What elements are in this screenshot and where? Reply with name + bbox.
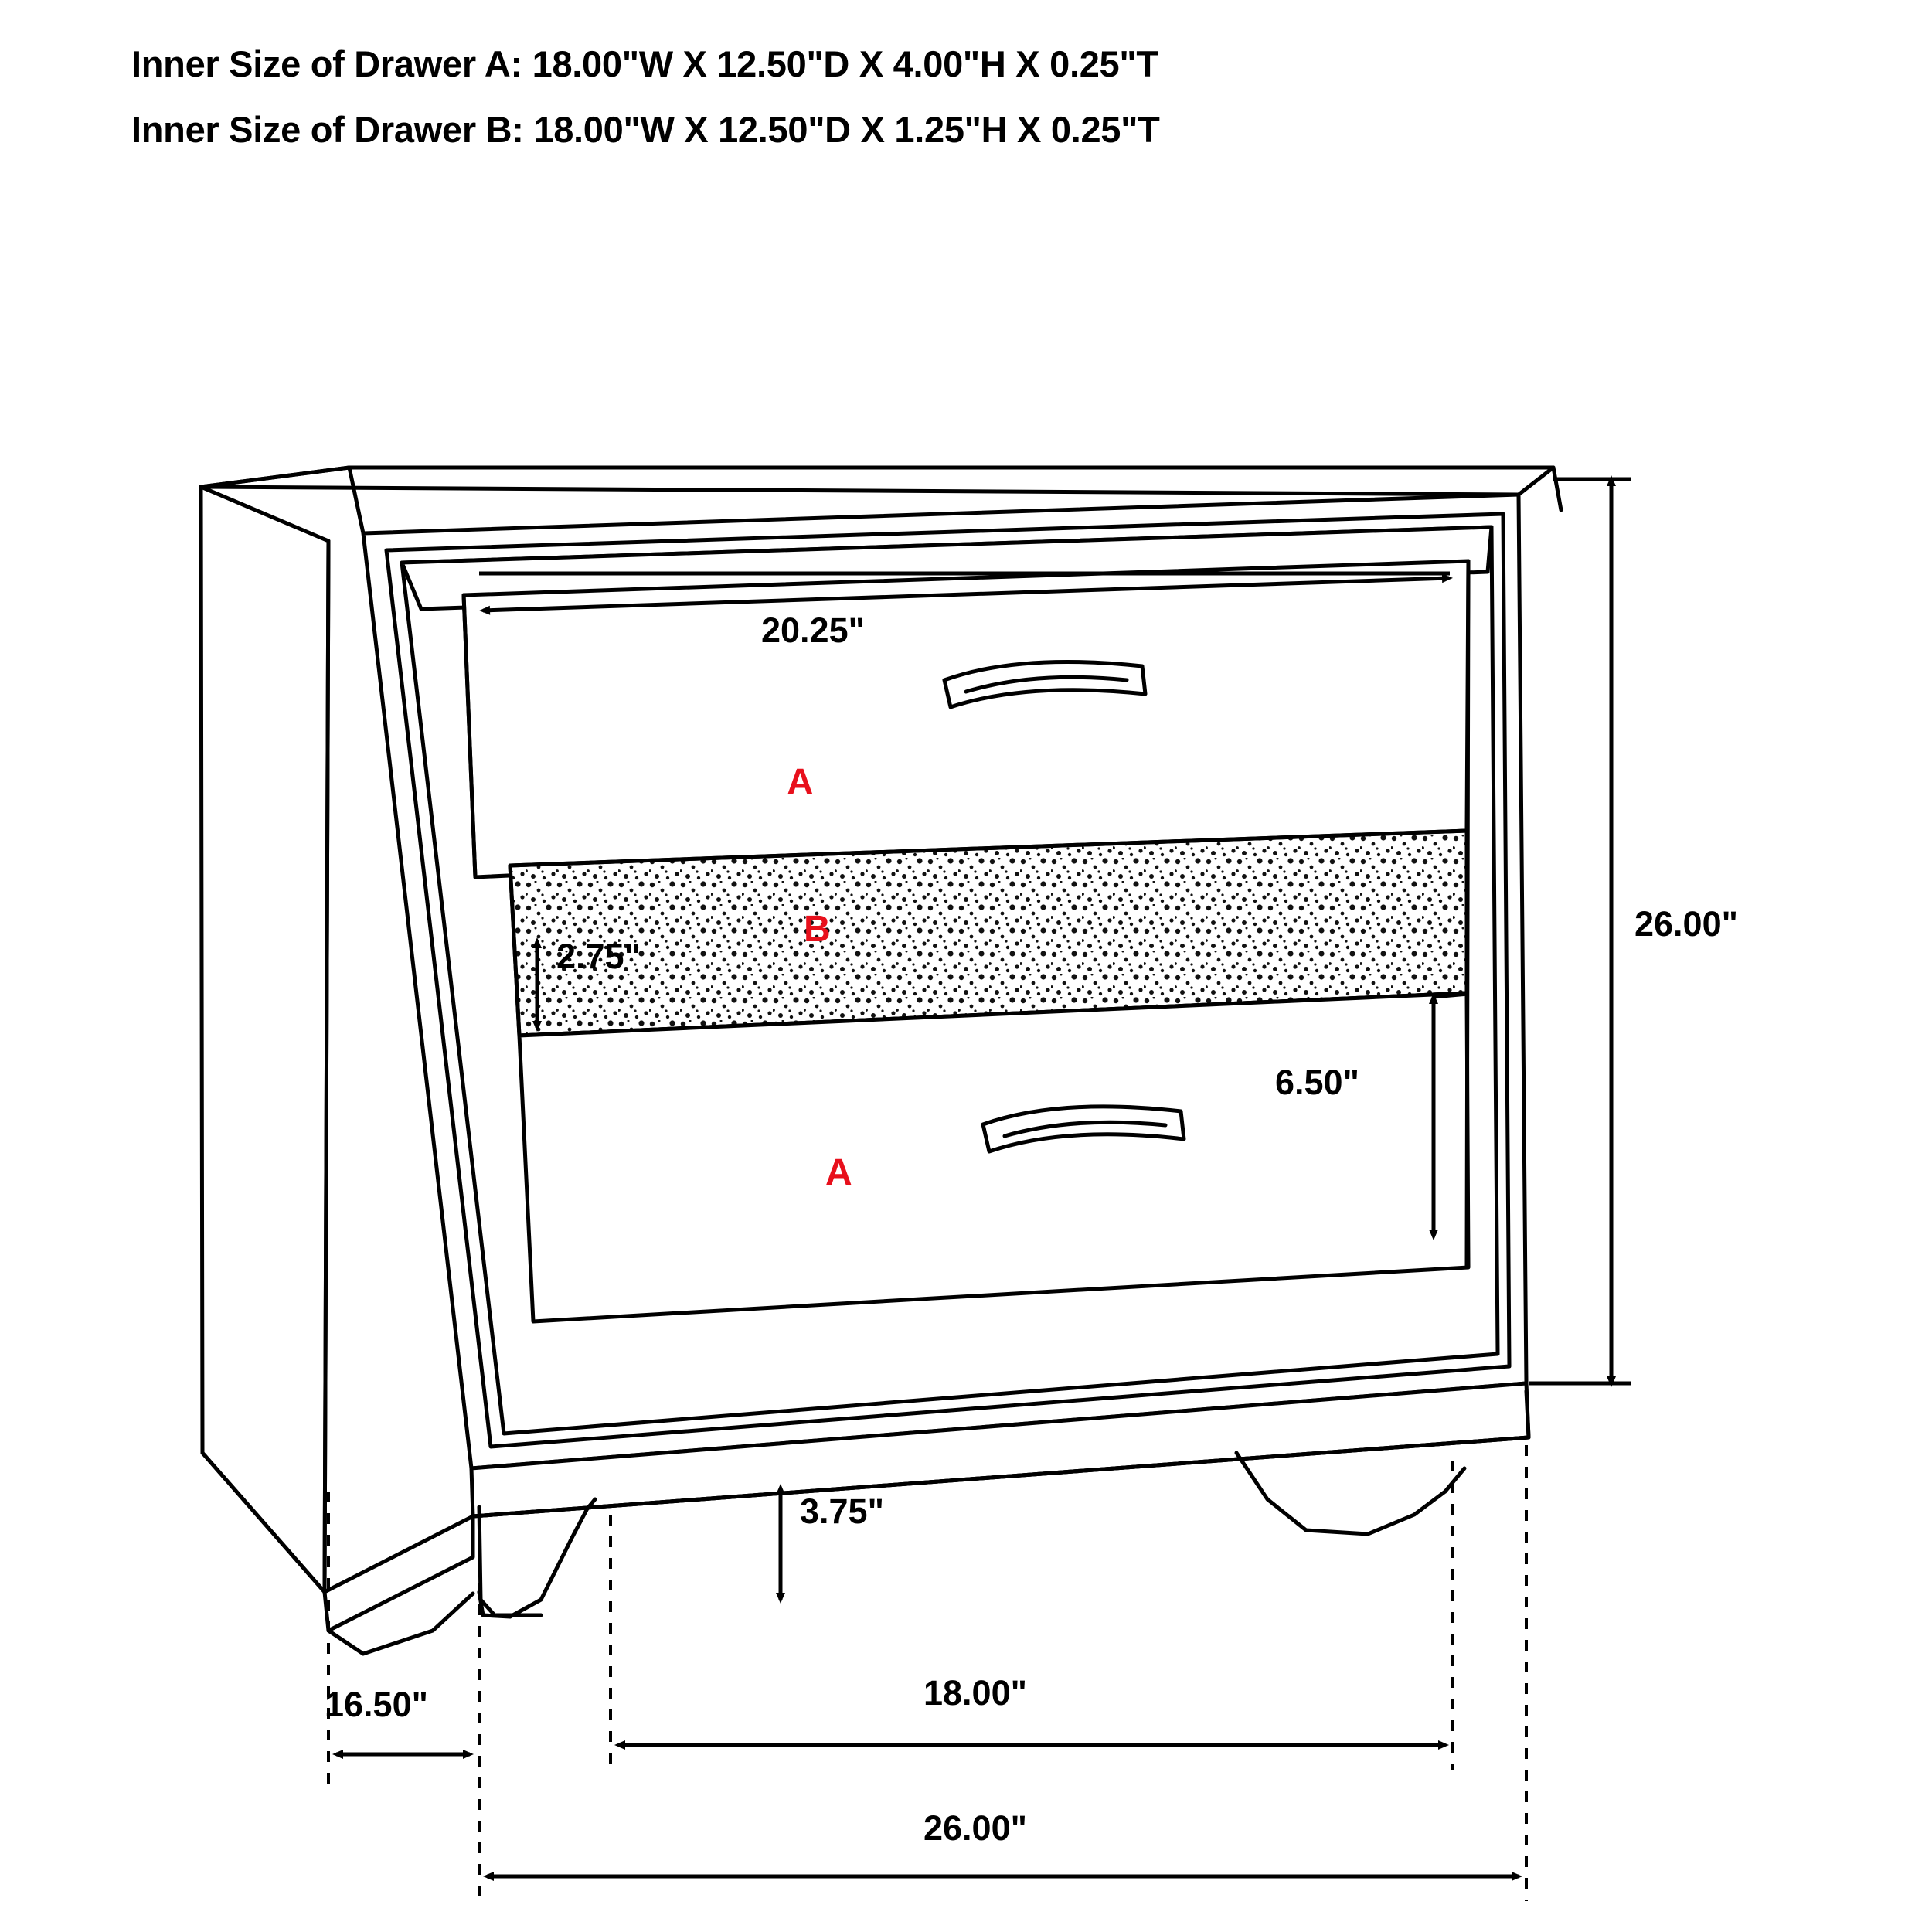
label-drawer-a-top: A [787, 762, 814, 803]
spec-drawer-b: Inner Size of Drawer B: 18.00"W X 12.50"D X 1.25"H X 0.25"T [131, 109, 1160, 150]
dim-leg-height: 3.75" [800, 1492, 884, 1531]
label-drawer-a-bottom: A [825, 1152, 852, 1193]
dim-depth: 16.50" [325, 1685, 428, 1724]
dim-total-width: 26.00" [923, 1808, 1027, 1848]
dim-leg-span: 18.00" [923, 1673, 1027, 1713]
dim-drawer-a-bottom-height: 6.50" [1275, 1063, 1359, 1102]
spec-drawer-a: Inner Size of Drawer A: 18.00"W X 12.50"D X 4.00"H X 0.25"T [131, 43, 1158, 84]
dim-drawer-width: 20.25" [761, 611, 865, 650]
dim-total-height: 26.00" [1634, 904, 1738, 944]
dim-drawer-b-height: 2.75" [556, 937, 641, 976]
label-drawer-b: B [804, 909, 831, 950]
